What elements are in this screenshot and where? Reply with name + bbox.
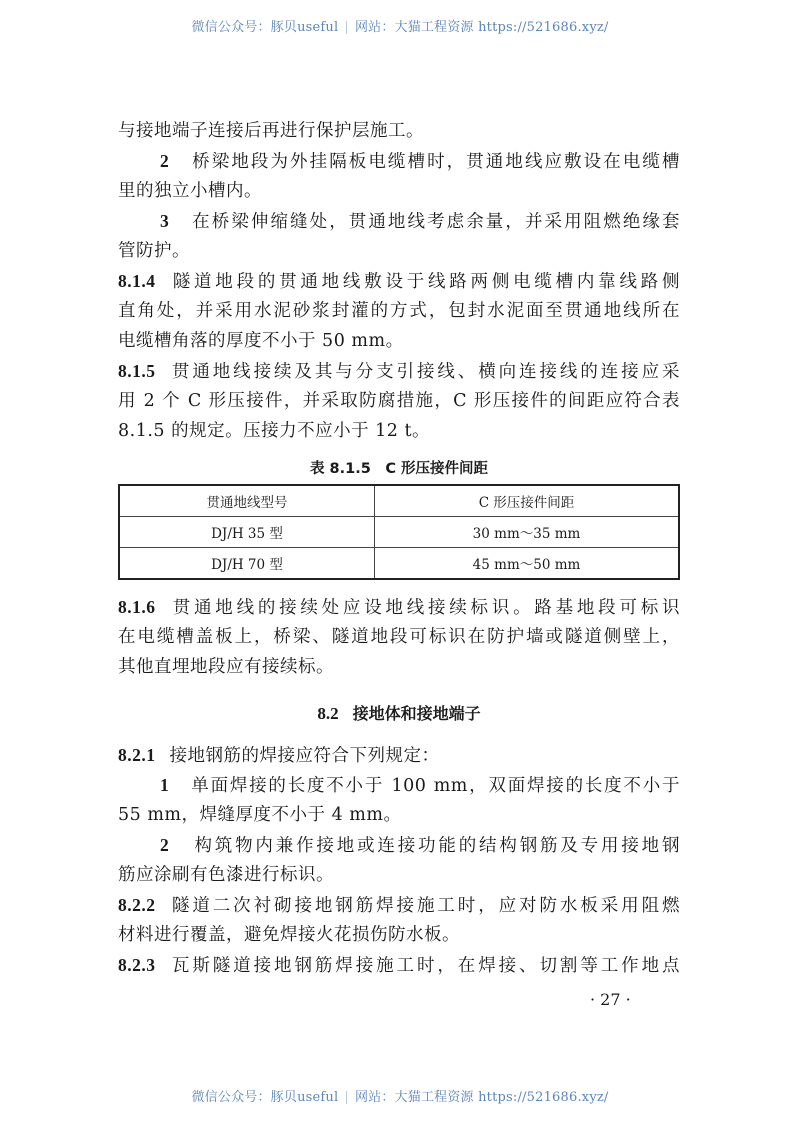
text-line: 8.2.2 隧道二次衬砌接地钢筋焊接施工时，应对防水板采用阻燃 [118, 895, 680, 916]
text-line: 8.1.5 的规定。压接力不应小于 12 t。 [118, 421, 431, 441]
watermark-separator: | [344, 1090, 349, 1105]
table-caption: 表 8.1.5 C 形压接件间距 [309, 461, 489, 477]
watermark-site: 网站：大猫工程资源 https://521686.xyz/ [354, 1090, 609, 1105]
text-line: 管防护。 [118, 241, 190, 261]
text-line: 里的独立小槽内。 [118, 181, 262, 201]
text-line: 2 构筑物内兼作接地或连接功能的结构钢筋及专用接地钢 [160, 835, 680, 856]
text-line: 8.2.3 瓦斯隧道接地钢筋焊接施工时，在焊接、切割等工作地点 [118, 955, 680, 976]
text-line: 3 在桥梁伸缩缝处，贯通地线考虑余量，并采用阻燃绝缘套 [160, 211, 680, 232]
clause-number: 8.2.3 [118, 955, 156, 975]
watermark-site: 网站：大猫工程资源 https://521686.xyz/ [354, 20, 609, 35]
item-number: 1 [160, 775, 170, 795]
clause-number: 8.2.1 [118, 745, 156, 765]
section-number: 8.2 [317, 704, 339, 723]
page-number: · 27 · [590, 990, 631, 1009]
clause-number: 8.1.4 [118, 271, 156, 291]
document-body [118, 116, 680, 980]
text-line: 在电缆槽盖板上，桥梁、隧道地段可标识在防护墙或隧道侧壁上， [118, 627, 680, 647]
table-cell: 30 mm～35 mm [375, 517, 680, 548]
text-line: 2 桥梁地段为外挂隔板电缆槽时，贯通地线应敷设在电缆槽 [160, 151, 680, 172]
table-header-row [119, 485, 679, 517]
text-line: 8.1.6 贯通地线的接续处应设地线接续标识。路基地段可标识 [118, 597, 680, 618]
text-line: 55 mm，焊缝厚度不小于 4 mm。 [118, 805, 402, 825]
table-cell: DJ/H 35 型 [119, 517, 375, 548]
clause-number: 8.2.2 [118, 895, 156, 915]
watermark-separator: | [344, 20, 349, 35]
text-line: 8.2.1 接地钢筋的焊接应符合下列规定： [118, 745, 440, 766]
table-header: C 形压接件间距 [375, 485, 680, 517]
clause-number: 8.1.5 [118, 361, 156, 381]
section-title: 接地体和接地端子 [352, 704, 481, 723]
text-line: 8.1.4 隧道地段的贯通地线敷设于线路两侧电缆槽内靠线路侧 [118, 271, 680, 292]
watermark-top [0, 16, 800, 35]
text-line: 直角处，并采用水泥砂浆封灌的方式，包封水泥面至贯通地线所在 [118, 301, 680, 321]
section-heading [118, 688, 680, 740]
text-line: 8.1.5 贯通地线接续及其与分支引接线、横向连接线的连接应采 [118, 361, 680, 382]
clause-number: 8.1.6 [118, 597, 156, 617]
text-line: 1 单面焊接的长度不小于 100 mm，双面焊接的长度不小于 [160, 775, 680, 796]
table-cell: 45 mm～50 mm [375, 548, 680, 580]
text-line: 用 2 个 C 形压接件，并采取防腐措施，C 形压接件的间距应符合表 [118, 391, 680, 411]
table-row [119, 548, 679, 580]
watermark-bottom [0, 1086, 800, 1105]
watermark-wechat: 微信公众号：豚贝useful [191, 20, 339, 35]
item-number: 2 [160, 151, 170, 171]
item-number: 3 [160, 211, 170, 231]
text-line: 材料进行覆盖，避免焊接火花损伤防水板。 [118, 925, 460, 945]
table-header: 贯通地线型号 [119, 485, 375, 517]
text-line: 其他直埋地段应有接续标。 [118, 657, 334, 677]
watermark-wechat: 微信公众号：豚贝useful [191, 1090, 339, 1105]
text-line: 筋应涂刷有色漆进行标识。 [118, 865, 334, 885]
text-line: 电缆槽角落的厚度不小于 50 mm。 [118, 331, 404, 351]
spacing-table [118, 484, 680, 580]
table-cell: DJ/H 70 型 [119, 548, 375, 580]
text-line: 与接地端子连接后再进行保护层施工。 [118, 121, 424, 141]
item-number: 2 [160, 835, 170, 855]
table-row [119, 517, 679, 548]
